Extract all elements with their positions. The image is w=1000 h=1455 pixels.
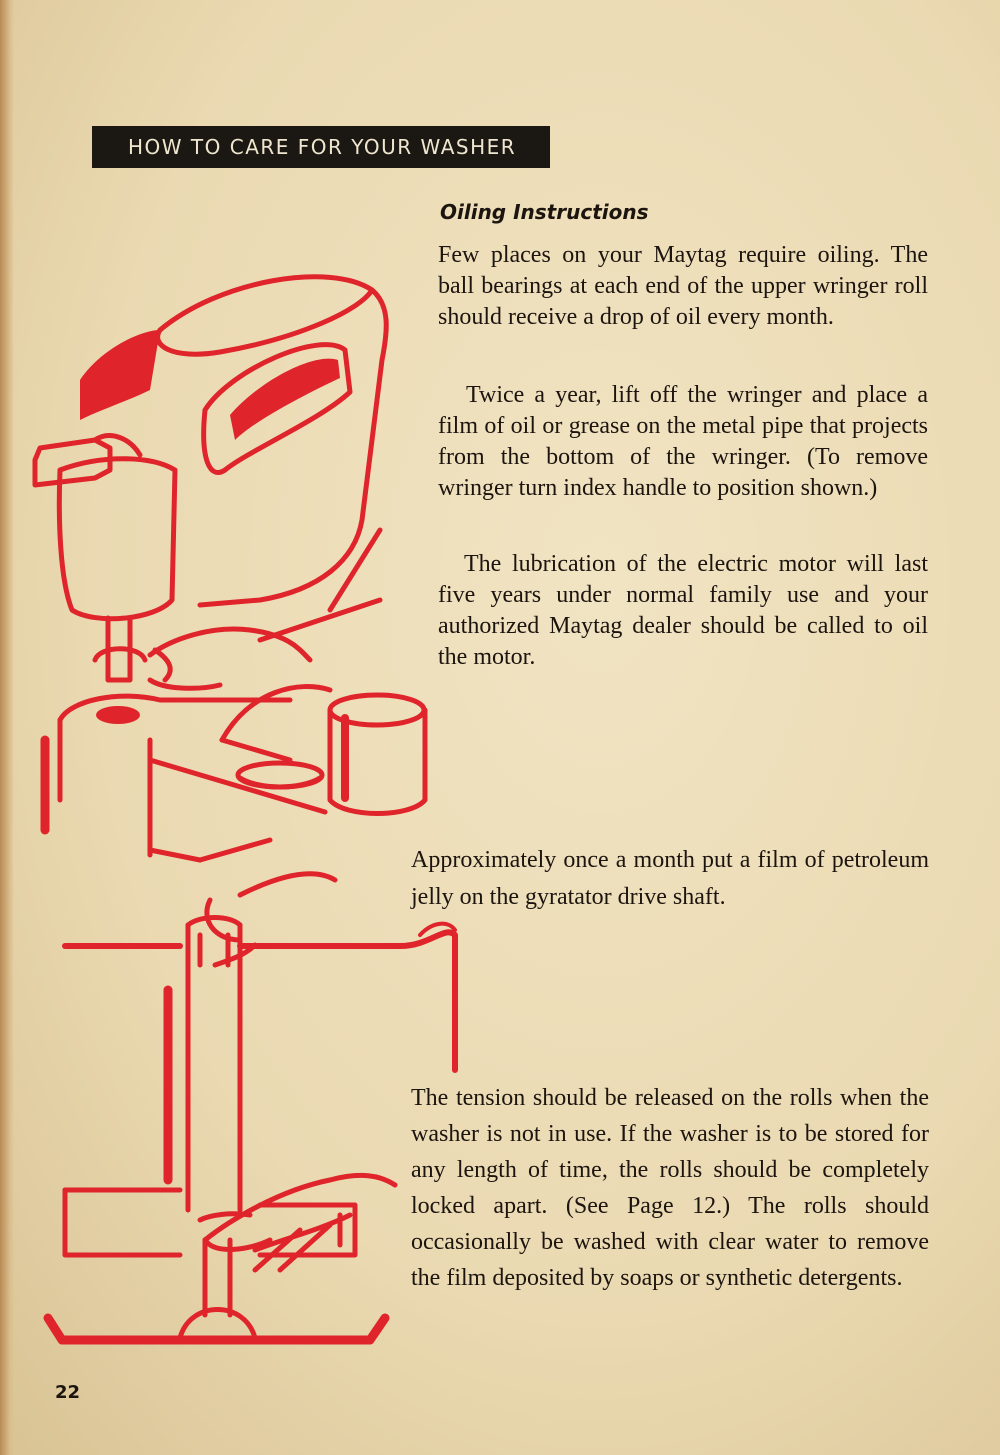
page-number: 22 [55, 1382, 81, 1403]
paragraph-oiling-bearings: Few places on your Maytag require oiling. The ball bearings at each end of the upper wringer roll should receive a drop of oil every month. [438, 242, 928, 330]
drive-shaft-illustration [48, 874, 455, 1340]
paragraph-motor-lubrication: The lubrication of the electric motor will last five years under normal family use and your authorized Maytag dealer should be called to oil the motor. [438, 551, 928, 670]
paragraph-roll-tension: The tension should be released on the rolls when the washer is not in use. If the washer is to be stored for any length of time, the rolls should be completely locked apart. (See Page 12.) The rolls should occasionally be washed with clear water to remove the film deposited by soaps or synthetic detergents. [411, 1085, 929, 1291]
header-label: HOW TO CARE FOR YOUR WASHER [128, 135, 517, 159]
wringer-illustration [35, 277, 425, 860]
section-title: Oiling Instructions [440, 200, 649, 224]
section-header-bar [92, 126, 550, 168]
paragraph-wringer-pipe: Twice a year, lift off the wringer and place a film of oil or grease on the metal pipe that projects from the bottom of the wringer. (To remove wringer turn index handle to position shown.) [438, 382, 928, 501]
paragraph-drive-shaft: Approximately once a month put a film of petroleum jelly on the gyratator drive shaft. [411, 847, 929, 910]
